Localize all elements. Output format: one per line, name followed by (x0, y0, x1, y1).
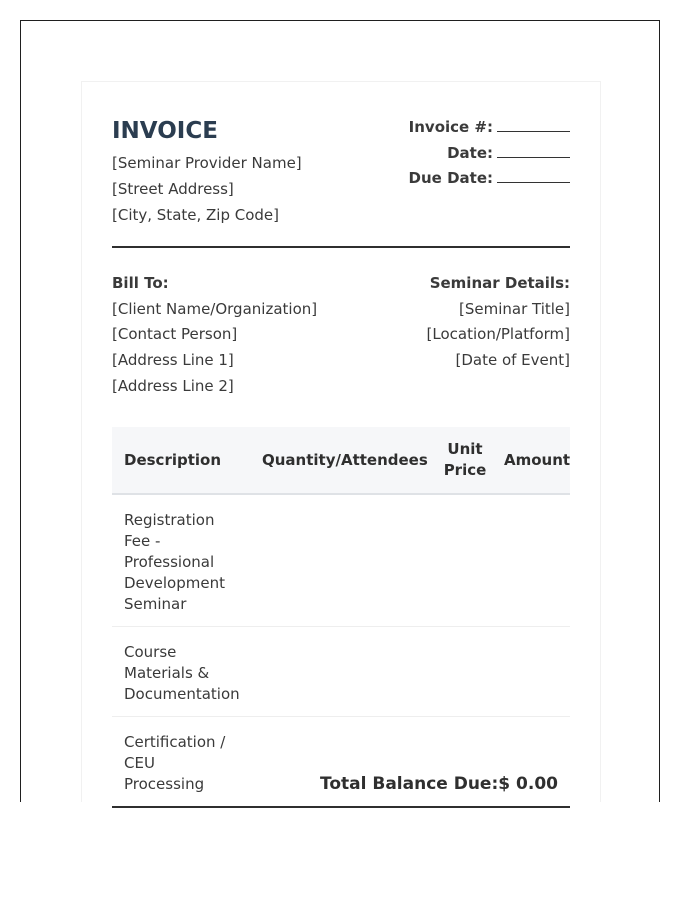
header-divider (112, 246, 570, 248)
due-date-field[interactable] (497, 168, 570, 183)
seminar-details-label: Seminar Details: (429, 274, 570, 292)
provider-street: [Street Address] (112, 180, 234, 198)
invoice-number-field[interactable] (497, 117, 570, 132)
due-date-row (409, 168, 570, 187)
invoice-number-row (409, 117, 570, 136)
seminar-date: [Date of Event] (455, 351, 570, 369)
total-balance-label: Total Balance Due: (320, 774, 499, 794)
bill-to-client: [Client Name/Organization] (112, 300, 318, 318)
header-unit-price: Unit Price (430, 427, 500, 494)
invoice-date-label: Date: (447, 144, 493, 162)
row-description: Certification / CEU Processing (112, 717, 250, 808)
seminar-title: [Seminar Title] (458, 300, 570, 318)
table-header-row (112, 427, 570, 494)
header-amount: Amount (500, 427, 570, 494)
seminar-location: [Location/Platform] (426, 325, 570, 343)
provider-name: [Seminar Provider Name] (112, 154, 302, 172)
row-unit-price[interactable] (430, 494, 500, 627)
row-amount[interactable] (500, 627, 570, 717)
bill-to-contact: [Contact Person] (112, 325, 238, 343)
line-items-table (112, 427, 570, 808)
row-quantity[interactable] (250, 494, 430, 627)
table-row (112, 627, 570, 717)
row-amount[interactable] (500, 494, 570, 627)
row-description: Course Materials & Documentation (112, 627, 250, 717)
header-quantity: Quantity/Attendees (250, 427, 430, 494)
row-unit-price[interactable] (430, 627, 500, 717)
due-date-label: Due Date: (408, 169, 493, 187)
header-description: Description (112, 427, 250, 494)
bill-to-label: Bill To: (112, 274, 169, 292)
table-row (112, 494, 570, 627)
total-balance-value: $ 0.00 (498, 774, 558, 794)
invoice-date-row (447, 143, 570, 162)
invoice-number-label: Invoice #: (408, 118, 493, 136)
invoice-title: INVOICE (112, 118, 218, 144)
bill-to-address-2: [Address Line 2] (112, 377, 234, 395)
row-quantity[interactable] (250, 627, 430, 717)
provider-city: [City, State, Zip Code] (112, 206, 280, 224)
invoice-date-field[interactable] (497, 143, 570, 158)
bill-to-address-1: [Address Line 1] (112, 351, 234, 369)
row-description: Registration Fee - Professional Development Seminar (112, 494, 250, 627)
